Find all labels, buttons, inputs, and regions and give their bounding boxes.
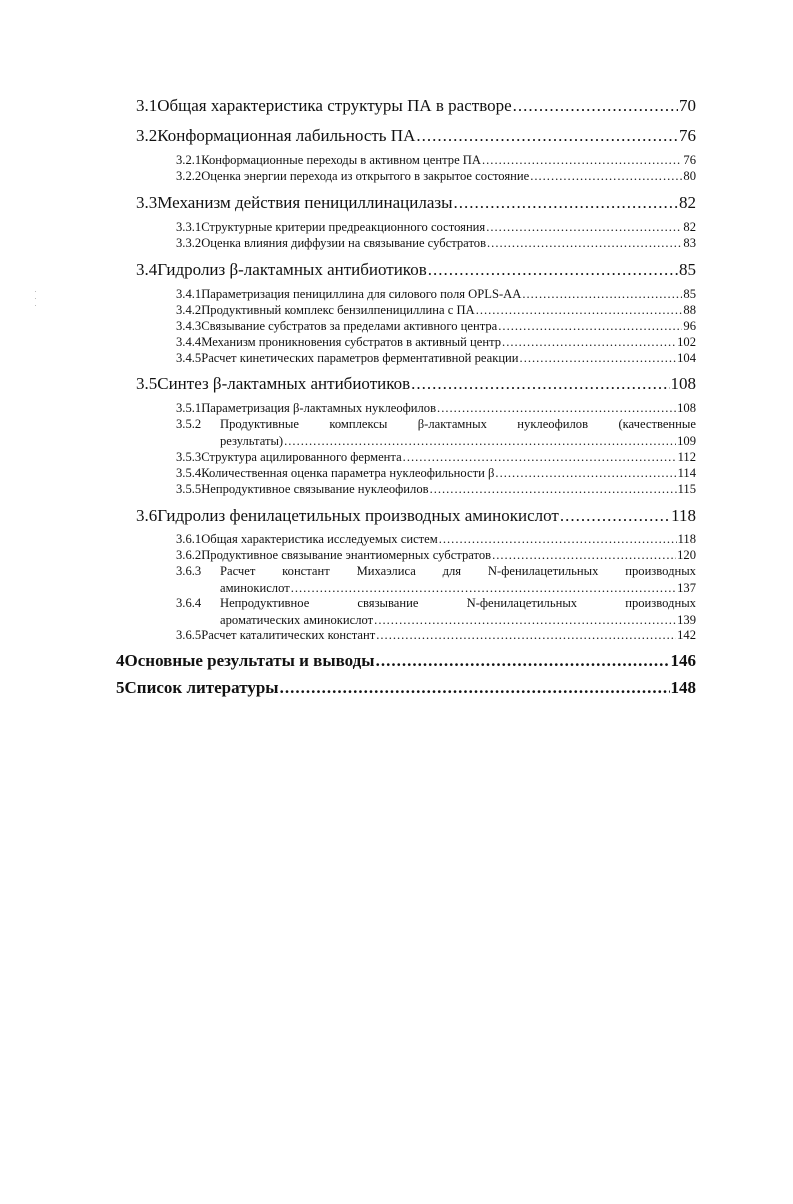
dot-leader <box>530 169 682 184</box>
page-number: 139 <box>677 613 696 627</box>
subsection-number: 3.6.2 <box>176 548 202 562</box>
toc-subsection <box>176 596 696 628</box>
toc-chapter <box>116 678 696 698</box>
page-number: 85 <box>683 287 696 301</box>
dot-leader <box>284 434 676 449</box>
subsection-number: 3.4.5 <box>176 351 202 365</box>
section-number: 3.2 <box>136 126 158 145</box>
subsection-title: Непродуктивное связывание нуклеофилов <box>201 482 429 496</box>
page-number: 118 <box>677 532 696 546</box>
page-number: 88 <box>683 303 696 317</box>
subsection-number: 3.5.4 <box>176 466 202 480</box>
page-number: 112 <box>677 450 696 464</box>
subsection-title: Параметризация β-лактамных нуклеофилов <box>201 401 437 415</box>
dot-leader <box>482 153 682 168</box>
page-number: 82 <box>683 220 696 234</box>
chapter-number: 5 <box>116 678 125 697</box>
dot-leader <box>454 193 678 213</box>
dot-leader <box>522 287 682 302</box>
page-number: 115 <box>677 482 696 496</box>
page-number: 118 <box>671 506 696 525</box>
page-number: 146 <box>670 651 696 670</box>
section-number: 3.3 <box>136 193 158 212</box>
page-number: 148 <box>670 678 696 697</box>
subsection-title: Структура ацилированного фермента <box>201 450 402 464</box>
dot-leader <box>476 303 683 318</box>
subsection-title-word: N-фенилацетильных <box>487 564 599 578</box>
subsection-number: 3.4.2 <box>176 303 202 317</box>
section-number: 3.1 <box>136 96 158 115</box>
toc-subsection <box>176 236 696 251</box>
subsection-title: Структурные критерии предреакционного состояния <box>201 220 486 234</box>
subsection-number: 3.4.1 <box>176 287 202 301</box>
dot-leader <box>376 651 670 671</box>
dot-leader <box>498 319 682 334</box>
subsection-number: 3.5.2 <box>176 417 202 431</box>
dot-leader <box>374 613 676 628</box>
subsection-title: Количественная оценка параметра нуклеофильности β <box>201 466 495 480</box>
page-number: 80 <box>683 169 696 183</box>
subsection-title: Механизм проникновения субстратов в активный центр <box>201 335 502 349</box>
section-number: 3.5 <box>136 374 158 393</box>
section-title: Механизм действия пенициллинацилазы <box>157 193 453 212</box>
subsection-number: 3.3.2 <box>176 236 202 250</box>
subsection-title: Оценка энергии перехода из открытого в закрытое состояние <box>201 169 530 183</box>
chapter-number: 4 <box>116 651 125 670</box>
page-number: 109 <box>677 434 696 448</box>
subsection-title-word: комплексы <box>329 417 388 431</box>
subsection-title: Расчет кинетических параметров ферментативной реакции <box>201 351 519 365</box>
subsection-title-word: нуклеофилов <box>517 417 589 431</box>
dot-leader <box>280 678 670 698</box>
toc-subsection <box>176 220 696 235</box>
subsection-title-word: (качественные <box>618 417 696 431</box>
section-title: Синтез β-лактамных антибиотиков <box>157 374 411 393</box>
subsection-title-word: Непродуктивное <box>220 596 310 610</box>
chapter-title: Основные результаты и выводы <box>124 651 375 670</box>
dot-leader <box>502 335 676 350</box>
toc-subsection <box>176 153 696 168</box>
subsection-number: 3.6.5 <box>176 628 202 642</box>
page-number: 96 <box>683 319 696 333</box>
toc-subsection <box>176 450 696 465</box>
subsection-title-word: Продуктивные <box>220 417 299 431</box>
dot-leader <box>437 401 676 416</box>
subsection-title: Общая характеристика исследуемых систем <box>201 532 438 546</box>
subsection-number: 3.6.3 <box>176 564 202 578</box>
dot-leader <box>492 548 676 563</box>
dot-leader <box>291 581 676 596</box>
toc-subsection <box>176 169 696 184</box>
subsection-number: 3.5.5 <box>176 482 202 496</box>
section-title: Гидролиз фенилацетильных производных аминокислот <box>157 506 559 525</box>
page-number: 104 <box>677 351 696 365</box>
dot-leader <box>486 220 682 235</box>
subsection-title-word: Михаэлиса <box>356 564 416 578</box>
section-number: 3.4 <box>136 260 158 279</box>
subsection-title-word: производных <box>625 564 696 578</box>
subsection-title: Расчет каталитических констант <box>201 628 376 642</box>
toc-subsection <box>176 564 696 596</box>
subsection-title-word: N-фенилацетильных <box>466 596 578 610</box>
subsection-title-continued: ароматических аминокислот <box>220 613 374 627</box>
dot-leader <box>513 96 678 116</box>
page-number: 70 <box>679 96 696 115</box>
subsection-number: 3.6.1 <box>176 532 202 546</box>
subsection-title: Связывание субстратов за пределами активного центра <box>201 319 498 333</box>
subsection-title-word: Расчет <box>220 564 256 578</box>
dot-leader <box>495 466 676 481</box>
toc-section <box>136 126 696 146</box>
subsection-title-continued: результаты) <box>220 434 284 448</box>
subsection-title: Продуктивный комплекс бензилпенициллина с ПА <box>201 303 475 317</box>
subsection-number: 3.2.1 <box>176 153 202 167</box>
section-title: Конформационная лабильность ПА <box>157 126 416 145</box>
scan-speck <box>35 291 37 307</box>
page-number: 76 <box>683 153 696 167</box>
toc-section <box>136 260 696 280</box>
toc-section <box>136 506 696 526</box>
page-number: 85 <box>679 260 696 279</box>
toc-section <box>136 96 696 116</box>
dot-leader <box>403 450 677 465</box>
subsection-number: 3.5.1 <box>176 401 202 415</box>
toc-section <box>136 193 696 213</box>
toc-chapter <box>116 651 696 671</box>
section-number: 3.6 <box>136 506 158 525</box>
subsection-title: Конформационные переходы в активном центре ПА <box>201 153 481 167</box>
subsection-number: 3.5.3 <box>176 450 202 464</box>
toc-subsection <box>176 482 696 497</box>
page-number: 108 <box>677 401 696 415</box>
toc-subsection <box>176 335 696 350</box>
dot-leader <box>430 482 677 497</box>
toc-subsection <box>176 303 696 318</box>
subsection-title-word: β-лактамных <box>417 417 487 431</box>
page-number: 102 <box>677 335 696 349</box>
toc-section <box>136 374 696 394</box>
toc-subsection <box>176 532 696 547</box>
subsection-number: 3.3.1 <box>176 220 202 234</box>
scan-margin-mark <box>35 291 37 307</box>
dot-leader <box>428 260 678 280</box>
subsection-title-continued: аминокислот <box>220 581 290 595</box>
toc-subsection <box>176 628 696 643</box>
dot-leader <box>520 351 677 366</box>
dot-leader <box>560 506 670 526</box>
dot-leader <box>411 374 669 394</box>
toc-subsection <box>176 548 696 563</box>
subsection-number: 3.2.2 <box>176 169 202 183</box>
section-title: Гидролиз β-лактамных антибиотиков <box>157 260 427 279</box>
subsection-title-word: для <box>442 564 462 578</box>
dot-leader <box>376 628 676 643</box>
page-number: 137 <box>677 581 696 595</box>
page-number: 83 <box>683 236 696 250</box>
page-number: 120 <box>677 548 696 562</box>
page-number: 82 <box>679 193 696 212</box>
subsection-title-word: производных <box>625 596 696 610</box>
subsection-title: Продуктивное связывание энантиомерных субстратов <box>201 548 492 562</box>
toc-subsection <box>176 287 696 302</box>
subsection-number: 3.4.4 <box>176 335 202 349</box>
page-number: 108 <box>670 374 696 393</box>
dot-leader <box>439 532 677 547</box>
toc-subsection <box>176 401 696 416</box>
subsection-title-word: связывание <box>357 596 419 610</box>
dot-leader <box>487 236 682 251</box>
page-number: 76 <box>679 126 696 145</box>
toc-subsection <box>176 351 696 366</box>
section-title: Общая характеристика структуры ПА в растворе <box>157 96 512 115</box>
subsection-title: Оценка влияния диффузии на связывание субстратов <box>201 236 487 250</box>
toc-subsection <box>176 417 696 449</box>
subsection-title: Параметризация пенициллина для силового поля OPLS-AA <box>201 287 522 301</box>
page-number: 114 <box>677 466 696 480</box>
toc-subsection <box>176 319 696 334</box>
dot-leader <box>416 126 678 146</box>
page-number: 142 <box>677 628 696 642</box>
subsection-title-word: констант <box>282 564 330 578</box>
subsection-number: 3.4.3 <box>176 319 202 333</box>
subsection-number: 3.6.4 <box>176 596 202 610</box>
chapter-title: Список литературы <box>124 678 279 697</box>
toc-subsection <box>176 466 696 481</box>
